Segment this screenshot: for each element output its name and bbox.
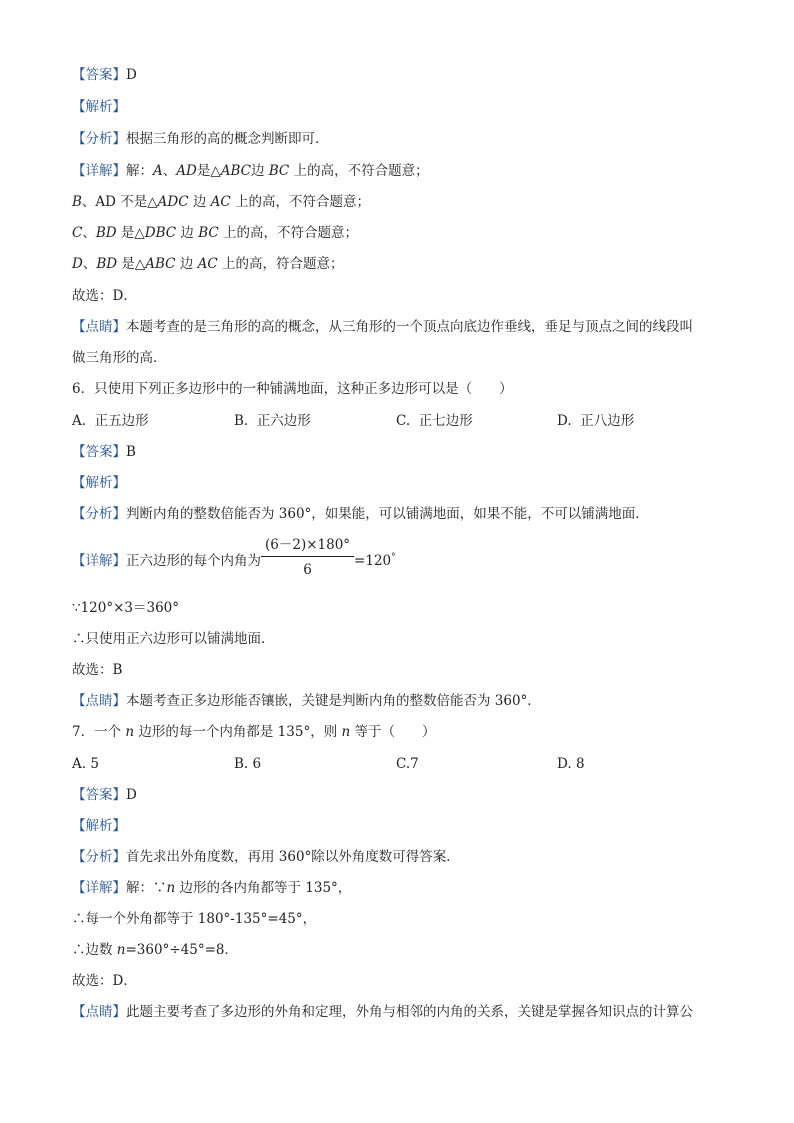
answer-tag: 【答案】 <box>72 444 126 460</box>
option-text: 6 <box>252 756 262 772</box>
xiangjie-tag: 【详解】 <box>72 163 126 179</box>
option-text: 正六边形 <box>256 413 311 429</box>
text-span: 7．一个 <box>72 724 122 740</box>
q5-analysis-line <box>72 98 126 116</box>
math-var: B <box>72 194 82 210</box>
option-text: 5 <box>90 756 99 772</box>
q7-option-d <box>557 755 585 773</box>
q6-fenxi-line <box>72 505 649 523</box>
dianjing-text: 此题主要考查了多边形的外角和定理，外角与相邻的内角的关系，关键是掌握各知识点的计算公 <box>126 1004 693 1020</box>
text-span: 、 <box>82 256 97 272</box>
q6-analysis-line <box>72 474 126 492</box>
text-span: 边 <box>192 194 207 210</box>
answer-value: D <box>126 787 137 803</box>
text-span: 、AD 不是△ <box>81 194 158 210</box>
option-letter: D. <box>557 413 572 429</box>
math-var: D <box>72 256 83 272</box>
analysis-tag: 【解析】 <box>72 818 126 834</box>
dianjing-tag: 【点睛】 <box>72 693 126 709</box>
text-span: =360°÷45°=8． <box>125 942 238 958</box>
text-span: 边 <box>250 163 265 179</box>
math-var: n <box>341 724 351 740</box>
text-span: 是△ <box>120 225 145 241</box>
option-text: 7 <box>410 756 419 772</box>
text-span: 边 <box>180 225 194 241</box>
option-letter: C. <box>396 756 411 772</box>
math-var: BD <box>96 256 118 272</box>
fenxi-text: 根据三角形的高的概念判断即可． <box>126 131 329 147</box>
q6-answer-line <box>72 443 136 461</box>
math-var: AD <box>176 163 197 179</box>
q7-option-a <box>72 755 99 773</box>
option-text: 正八边形 <box>580 413 635 429</box>
q5-dianjing-1 <box>72 318 693 336</box>
q5-choose: 故选：D． <box>72 288 137 304</box>
option-letter: C. <box>396 413 411 429</box>
fraction-result: =120 <box>354 553 392 569</box>
math-var: ABC <box>220 163 251 179</box>
answer-value: D <box>126 67 137 83</box>
math-var: BC <box>198 225 219 241</box>
fenxi-tag: 【分析】 <box>72 849 126 865</box>
text-span: 边形的每一个内角都是 135°，则 <box>138 724 338 740</box>
math-var: n <box>166 880 176 896</box>
math-var: C <box>72 225 83 241</box>
q6-therefore: ∴只使用正六边形可以铺满地面． <box>72 631 275 647</box>
q6-xiangjie-line <box>72 537 396 583</box>
q6-option-c <box>396 412 473 430</box>
q6-option-d <box>557 412 634 430</box>
q7-choose: 故选：D． <box>72 973 137 989</box>
q7-question <box>72 723 436 741</box>
xiangjie-tag: 【详解】 <box>72 553 126 569</box>
dianjing-tag: 【点睛】 <box>72 1004 126 1020</box>
text-span: 解： <box>126 163 153 179</box>
dianjing-text: 本题考查的是三角形的高的概念，从三角形的一个顶点向底边作垂线，垂足与顶点之间的线段叫 <box>126 319 693 335</box>
q7-step3 <box>72 941 238 959</box>
answer-value: B <box>126 444 136 460</box>
analysis-tag: 【解析】 <box>72 475 126 491</box>
math-var: BC <box>268 163 290 179</box>
q7-step2: ∴每一个外角都等于 180°-135°=45°， <box>72 911 317 927</box>
q5-fenxi-line <box>72 130 329 148</box>
text-span: 、 <box>162 163 177 179</box>
option-text: 正七边形 <box>418 413 473 429</box>
dianjing-text: 本题考查正多边形能否镶嵌，关键是判断内角的整数倍能否为 360°． <box>126 693 541 709</box>
text-span: 上的高，不符合题意； <box>293 163 429 179</box>
fraction-numerator: (6－2)×180° <box>261 536 354 557</box>
q7-fenxi-line <box>72 848 460 866</box>
q7-analysis-line <box>72 817 126 835</box>
fenxi-tag: 【分析】 <box>72 506 126 522</box>
fraction <box>261 536 354 579</box>
fraction-denominator: 6 <box>303 562 312 578</box>
q6-question: 6．只使用下列正多边形中的一种铺满地面，这种正多边形可以是（ ） <box>72 381 513 397</box>
dianjing-tag: 【点睛】 <box>72 319 126 335</box>
answer-tag: 【答案】 <box>72 787 126 803</box>
text-span: 解：∵ <box>126 880 167 896</box>
math-var: n <box>125 724 135 740</box>
math-var: AC <box>197 256 218 272</box>
text-span: 等于（ ） <box>354 724 436 740</box>
q6-because: ∵120°×3＝360° <box>72 600 180 616</box>
fenxi-tag: 【分析】 <box>72 131 126 147</box>
q6-option-a <box>72 412 149 430</box>
analysis-tag: 【解析】 <box>72 99 126 115</box>
math-var: ADC <box>157 194 189 210</box>
text-span: 是△ <box>196 163 221 179</box>
answer-tag: 【答案】 <box>72 67 126 83</box>
option-letter: B. <box>234 413 249 429</box>
math-var: A <box>153 163 163 179</box>
degree-sup: ° <box>391 552 396 563</box>
text-span: 上的高，不符合题意； <box>235 194 371 210</box>
q7-xiangjie-line <box>72 879 351 897</box>
q7-dianjing <box>72 1003 693 1021</box>
option-letter: A. <box>72 756 87 772</box>
option-letter: A. <box>72 413 87 429</box>
option-text: 正五边形 <box>94 413 149 429</box>
q5-case-d <box>72 255 344 273</box>
text-span: 上的高，不符合题意； <box>223 225 359 241</box>
math-var: n <box>116 942 126 958</box>
q5-answer-line <box>72 66 137 84</box>
text-span: 、 <box>82 225 96 241</box>
fenxi-text: 首先求出外角度数，再用 360°除以外角度数可得答案． <box>126 849 460 865</box>
q7-answer-line <box>72 786 137 804</box>
q5-case-b <box>72 193 370 211</box>
xiangjie-text: 正六边形的每个内角为 <box>126 553 261 569</box>
q6-option-b <box>234 412 311 430</box>
q6-choose: 故选：B <box>72 662 123 678</box>
q5-xiangjie-line <box>72 162 429 180</box>
fenxi-text: 判断内角的整数倍能否为 360°，如果能，可以铺满地面，如果不能，不可以铺满地面． <box>126 506 649 522</box>
text-span: ∴边数 <box>72 942 113 958</box>
text-span: 是△ <box>121 256 146 272</box>
option-letter: B. <box>234 756 249 772</box>
math-var: ABC <box>145 256 176 272</box>
xiangjie-tag: 【详解】 <box>72 880 126 896</box>
q7-option-b <box>234 755 261 773</box>
option-text: 8 <box>575 756 585 772</box>
math-var: AC <box>210 194 231 210</box>
q5-case-c <box>72 224 358 242</box>
math-var: DBC <box>144 225 177 241</box>
q7-option-c <box>396 755 419 773</box>
text-span: 边形的各内角都等于 135°， <box>179 880 352 896</box>
text-span: 上的高，符合题意； <box>222 256 344 272</box>
option-letter: D. <box>557 756 572 772</box>
q5-dianjing-2: 做三角形的高． <box>72 350 167 366</box>
text-span: 边 <box>179 256 194 272</box>
math-var: BD <box>95 225 117 241</box>
q6-dianjing <box>72 692 541 710</box>
